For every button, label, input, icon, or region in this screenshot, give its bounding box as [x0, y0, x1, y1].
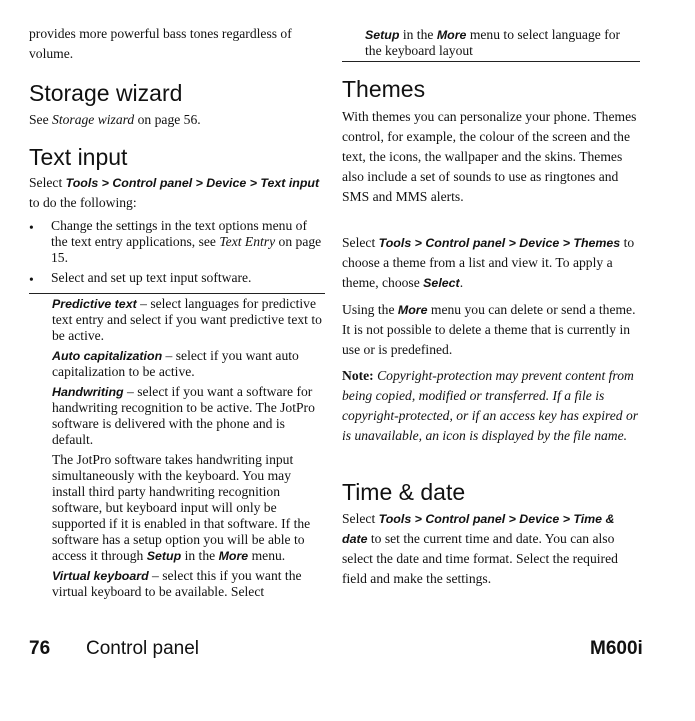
- storage-wizard-paragraph: See Storage wizard on page 56.: [29, 112, 201, 127]
- keyboard-layout-continuation: Setup in the More menu to select language for the keyboard layout: [365, 27, 621, 58]
- themes-paragraph: With themes you can personalize your phone. Themes control, for example, the colour of the screen and the text, the icons, the wallpaper and the skins. Themes also include a set of sounds to use as ringtones and SMS and MMS alerts.: [342, 109, 637, 204]
- virtual-keyboard-item: Virtual keyboard – select this if you want the virtual keyboard to be available. Select: [52, 568, 302, 599]
- note-label: Note:: [342, 368, 374, 383]
- themes-more-paragraph: Using the More menu you can delete or send a theme. It is not possible to delete a theme that is currently in use or is predefined.: [342, 302, 636, 357]
- themes-menu-path: Tools > Control panel > Device > Themes: [378, 236, 621, 250]
- text-input-options: [52, 296, 325, 600]
- list-item-text: Select and set up text input software.: [51, 270, 252, 285]
- bullet-icon: •: [29, 220, 34, 235]
- list-item: [29, 218, 325, 266]
- list-item: [29, 270, 325, 288]
- themes-heading: Themes: [342, 76, 426, 102]
- copyright-note: Note: Copyright-protection may prevent content from being copied, modified or transferred. If a file is copyright-protected, or if an access key has expired or is unavailable, an icon is displayed by the file name.: [342, 368, 639, 443]
- text-entry-link[interactable]: Text Entry: [219, 234, 276, 249]
- footer-section-title: Control panel: [86, 638, 200, 659]
- text-input-heading: Text input: [29, 144, 128, 170]
- storage-wizard-heading: Storage wizard: [29, 80, 183, 106]
- divider: [342, 61, 640, 62]
- page-number: 76: [29, 638, 51, 659]
- themes-select-paragraph: Select Tools > Control panel > Device > Themes to choose a theme from a list and view it. To apply a theme, choose Select.: [342, 235, 635, 290]
- jotpro-paragraph: The JotPro software takes handwriting input simultaneously with the keyboard. You may install third party handwriting recognition software, but keyboard input will only be supported if it is enabled in that software. If the software has a setup option you will be able to access it through Setup in the More menu.: [52, 452, 311, 563]
- intro-paragraph: provides more powerful bass tones regardless of volume.: [29, 26, 292, 61]
- time-date-paragraph: Select Tools > Control panel > Device > Time & date to set the current time and date. You can also select the date and time format. Select the required field and make the settings.: [342, 511, 618, 586]
- predictive-text-item: Predictive text – select languages for predictive text entry and select if you want predictive text to be active.: [52, 296, 322, 343]
- list-item-text: Change the settings in the text options menu of the text entry applications, see Text Entry on page 15.: [51, 218, 322, 265]
- footer-model-name: M600i: [590, 638, 643, 659]
- bullet-icon: •: [29, 272, 34, 287]
- storage-wizard-link[interactable]: Storage wizard: [52, 112, 135, 127]
- text-input-paragraph: Select Tools > Control panel > Device > Text input to do the following:: [29, 175, 320, 210]
- divider: [29, 293, 325, 294]
- time-date-heading: Time & date: [342, 479, 466, 505]
- text-input-menu-path: Tools > Control panel > Device > Text input: [65, 176, 320, 190]
- auto-capitalization-item: Auto capitalization – select if you want auto capitalization to be active.: [52, 348, 299, 379]
- time-date-menu-path: Tools > Control panel > Device > Time & date: [342, 512, 615, 546]
- handwriting-item: Handwriting – select if you want a software for handwriting recognition to be active. The JotPro software is delivered with the phone and is default.: [52, 384, 315, 447]
